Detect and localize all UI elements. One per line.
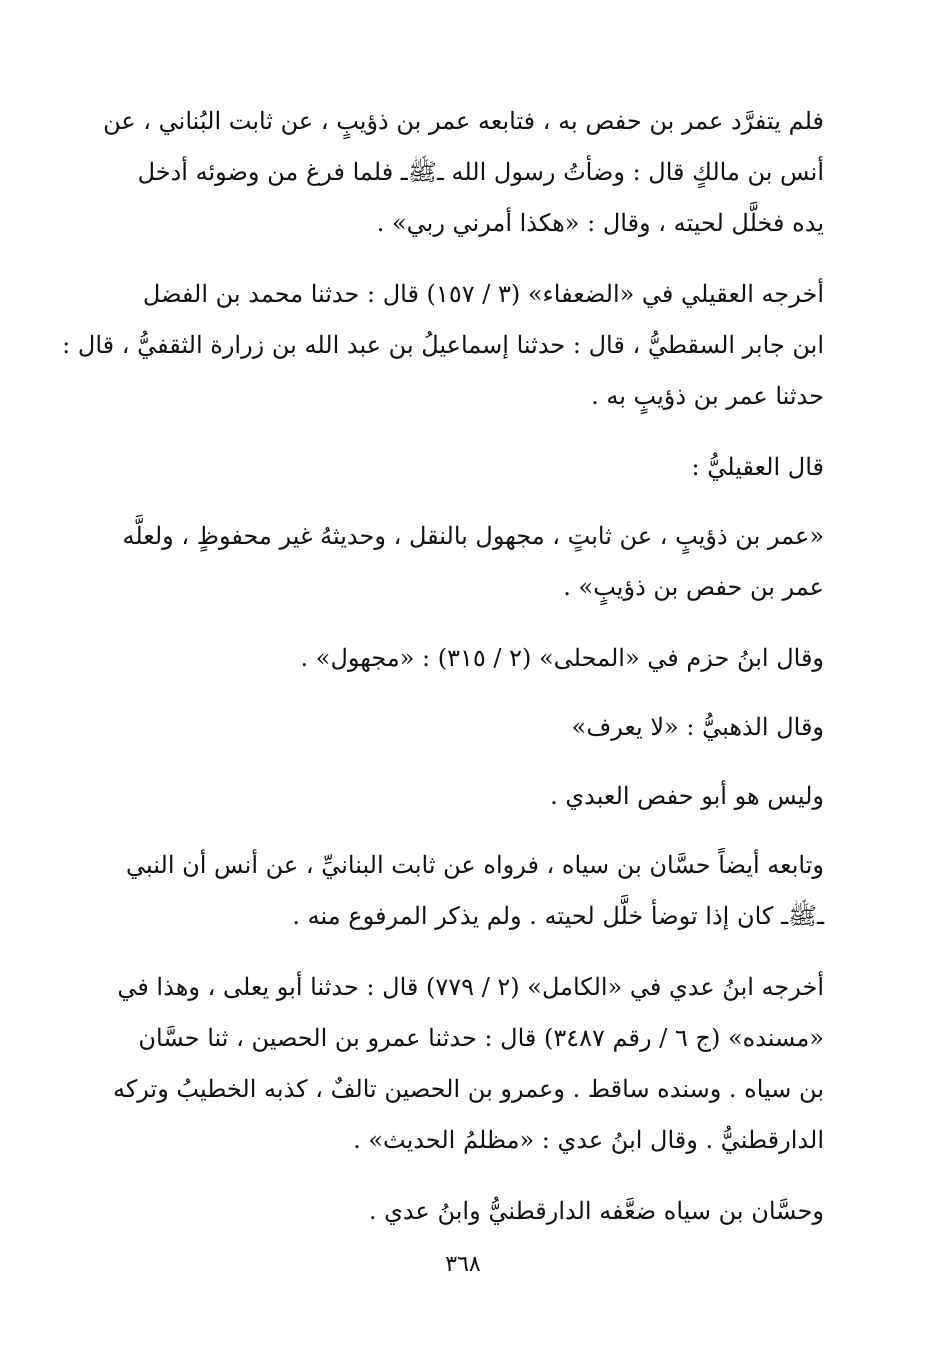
page-number: ٣٦٨ — [445, 1252, 481, 1277]
text-line: أخرجه ابنُ عدي في «الكامل» (٢ / ٧٧٩) قال : حدثنا أبو يعلى ، وهذا في — [117, 973, 824, 1001]
text-line: ابن جابر السقطيُّ ، قال : حدثنا إسماعيلُ بن عبد الله بن زرارة الثقفيُّ ، قال : — [62, 331, 824, 359]
paragraph-1 — [100, 96, 824, 249]
paragraph-10 — [100, 1186, 824, 1237]
text-line: «مسنده» (ج ٦ / رقم ٣٤٨٧) قال : حدثنا عمرو بن الحصين ، ثنا حسَّان — [138, 1024, 824, 1052]
text-line: يده فخلَّل لحيته ، وقال : «هكذا أمرني ربي» . — [376, 209, 824, 237]
paragraph-9 — [100, 962, 824, 1166]
text-line: الدارقطنيُّ . وقال ابنُ عدي : «مظلمُ الحديث» . — [353, 1126, 824, 1154]
text-line: وقال الذهبيُّ : «لا يعرف» — [571, 713, 824, 741]
text-line: وحسَّان بن سياه ضعَّفه الدارقطنيُّ وابنُ عدي . — [368, 1197, 824, 1225]
paragraph-4 — [100, 511, 824, 613]
text-line: قال العقيليُّ : — [691, 453, 824, 481]
paragraph-3 — [100, 442, 824, 493]
paragraph-7 — [100, 771, 824, 822]
paragraph-8 — [100, 840, 824, 942]
text-line: ـﷺـ كان إذا توضأ خلَّل لحيته . ولم يذكر المرفوع منه . — [292, 902, 824, 930]
text-line: أنس بن مالكٍ قال : وضأتُ رسول الله ـﷺـ فلما فرغ من وضوئه أدخل — [137, 158, 824, 186]
paragraph-2 — [62, 269, 824, 422]
page-body — [62, 96, 824, 1257]
text-line: وليس هو أبو حفص العبدي . — [550, 782, 824, 810]
paragraph-6 — [100, 702, 824, 753]
paragraph-5 — [100, 633, 824, 684]
text-line: حدثنا عمر بن ذؤيبٍ به . — [591, 382, 824, 410]
text-line: «عمر بن ذؤيبٍ ، عن ثابتٍ ، مجهول بالنقل ، وحديثهُ غير محفوظٍ ، ولعلَّه — [122, 522, 824, 550]
text-line: بن سياه . وسنده ساقط . وعمرو بن الحصين تالفٌ ، كذبه الخطيبُ وتركه — [112, 1075, 824, 1103]
text-line: وقال ابنُ حزم في «المحلى» (٢ / ٣١٥) : «مجهول» . — [300, 644, 824, 672]
text-line: وتابعه أيضاً حسَّان بن سياه ، فرواه عن ثابت البنانيِّ ، عن أنس أن النبي — [126, 851, 824, 879]
text-line: عمر بن حفص بن ذؤيبٍ» . — [563, 573, 824, 601]
text-line: فلم يتفرَّد عمر بن حفص به ، فتابعه عمر بن ذؤيبٍ ، عن ثابت البُناني ، عن — [103, 107, 824, 135]
text-line: أخرجه العقيلي في «الضعفاء» (٣ / ١٥٧) قال : حدثنا محمد بن الفضل — [142, 280, 824, 308]
